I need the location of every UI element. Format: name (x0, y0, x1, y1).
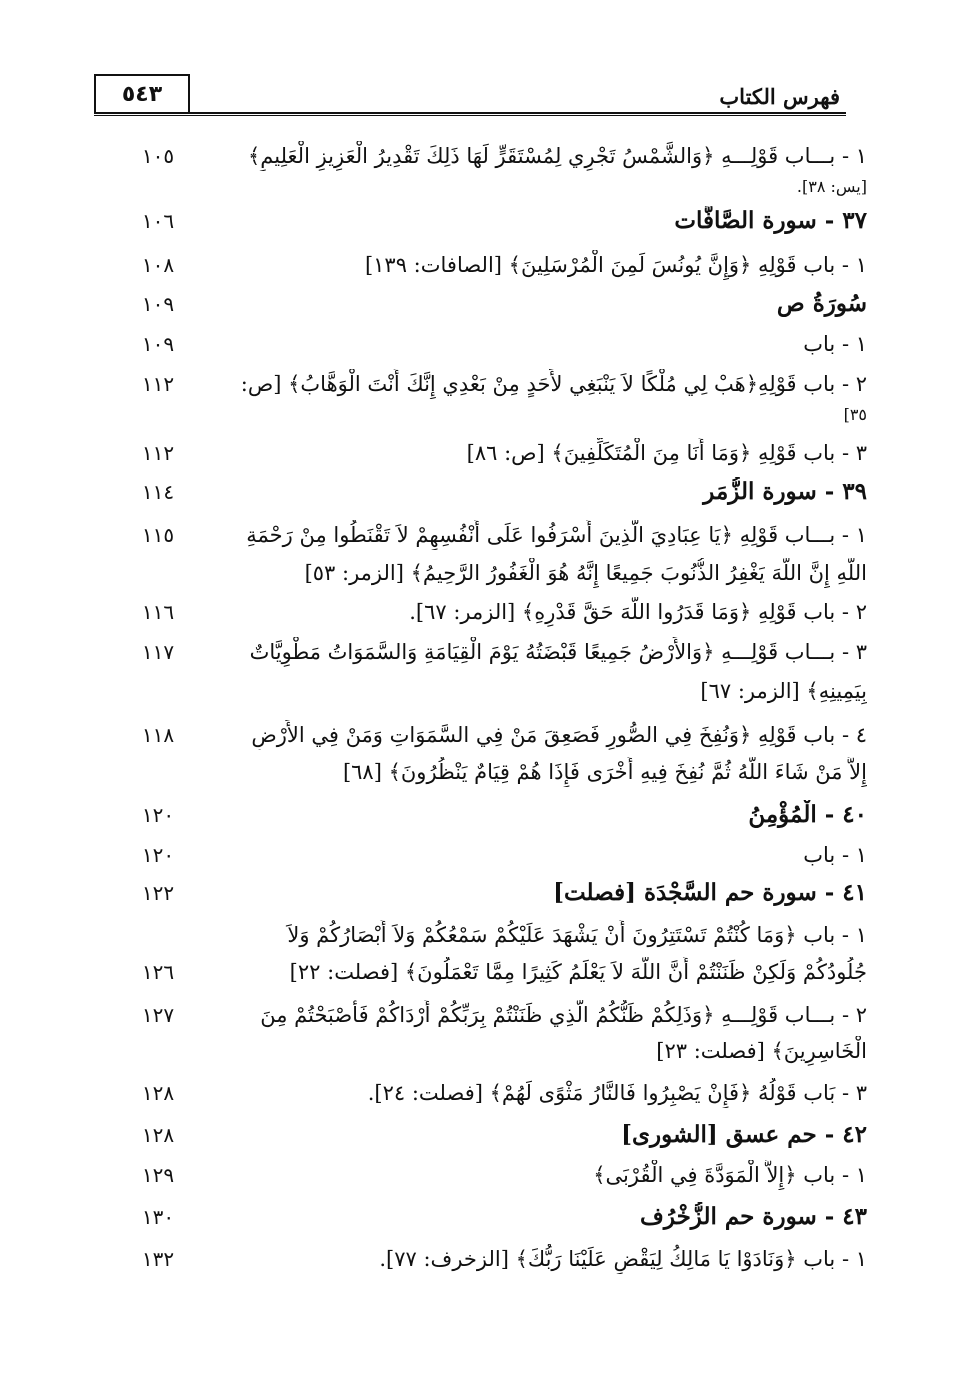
entry-page: ١٢٦ (141, 960, 175, 984)
entry-page: ١٠٩ (141, 332, 175, 356)
entry-title: ٤٢ - حم عسق [الشورى] (621, 1121, 867, 1148)
entry-page: ١٢٠ (141, 843, 175, 867)
entry-page: ١١٧ (141, 640, 175, 664)
entry-title: ٤٣ - سورة حم الزُّخْرُف (640, 1203, 867, 1230)
entry-page: ١٢٠ (141, 803, 175, 827)
entry-title: ٢ - بـــاب قَوْلِـــهِ ﴿وَذَلِكُمْ ظَنُّكُمُ الَّذِي ظَنَنْتُمْ بِرَبِّكُمْ أَرْدَاكُمْ فَأَصْبَحْتُمْ مِنَ (260, 1003, 867, 1027)
entry-page: ١١٦ (141, 600, 175, 624)
entry-title: ٣ - باب قَوْلِهِ ﴿وَمَا أَنَا مِنَ الْمُتَكَلِّفِينَ﴾ [ص: ٨٦] (466, 441, 867, 465)
entry-title: ٣ - بَاب قَوْلُهُ ﴿فَإِنْ يَصْبِرُوا فَالنَّارُ مَثْوًى لَهُمْ﴾ [فصلت: ٢٤]. (367, 1081, 867, 1105)
entry-page: ١٣٢ (141, 1247, 175, 1271)
entry-title: ١ - باب (803, 332, 867, 356)
entry-title: ١ - باب قَوْلِهِ ﴿وَإِنَّ يُونُسَ لَمِنَ الْمُرْسَلِينَ﴾ [الصافات: ١٣٩] (364, 253, 867, 277)
header-title: فهرس الكتاب (719, 84, 840, 109)
entry-page: ١٠٩ (141, 292, 175, 316)
entry-page: ١١٢ (141, 372, 175, 396)
entry-title: اللَّهِ إِنَّ اللَّهَ يَغْفِرُ الذُّنُوبَ جَمِيعًا إِنَّهُ هُوَ الْغَفُورُ الرَّحِيمُ﴾ [الزمر: ٥٣] (304, 561, 867, 585)
entry-page: ١٢٨ (141, 1081, 175, 1105)
entry-title: ٣٥] (843, 405, 867, 424)
entry-title: إِلاَّ مَنْ شَاءَ اللَّهُ ثُمَّ نُفِخَ فِيهِ أُخْرَى فَإِذَا هُمْ قِيَامٌ يَنْظُرُونَ﴾ [٦٨] (342, 760, 867, 784)
entry-page: ١٠٨ (141, 253, 175, 277)
entry-title: [يس: ٣٨]. (796, 177, 867, 196)
entry-page: ١١٤ (141, 480, 175, 504)
entry-title: ٣ - بـــاب قَوْلِـــهِ ﴿وَالأَرْضُ جَمِيعًا قَبْضَتُهُ يَوْمَ الْقِيَامَةِ وَالسَّمَوَاتُ مَطْوِيَّاتٌ (249, 640, 867, 664)
entry-title: ٤٠ - الْمُؤْمِنُ (748, 801, 867, 828)
entry-page: ١٣٠ (141, 1205, 175, 1229)
entry-title: ١ - باب ﴿إِلاَّ الْمَوَدَّةَ فِي الْقُرْبَى﴾ (593, 1163, 867, 1187)
entry-title: سُورَةُ ص (776, 290, 867, 317)
entry-page: ١١٥ (141, 523, 175, 547)
entry-title: ٣٩ - سورة الزُّمَر (703, 478, 867, 505)
entry-title: ٤ - باب قَوْلِهِ ﴿وَنُفِخَ فِي الصُّورِ فَصَعِقَ مَنْ فِي السَّمَوَاتِ وَمَنْ فِي الأَرْضِ (251, 723, 867, 747)
entry-title: ١ - باب (803, 843, 867, 867)
entry-title: ١ - بـــاب قَوْلِهِ ﴿يَا عِبَادِيَ الَّذِينَ أَسْرَفُوا عَلَى أَنْفُسِهِمْ لاَ تَقْنَطُوا مِنْ رَحْمَةِ (246, 523, 867, 547)
entry-page: ١٠٦ (141, 209, 175, 233)
entry-title: ٣٧ - سورة الصَّافَّات (674, 207, 867, 234)
entry-page: ١٢٩ (141, 1163, 175, 1187)
entry-page: ١١٢ (141, 441, 175, 465)
entry-title: ١ - باب ﴿وَمَا كُنْتُمْ تَسْتَتِرُونَ أَنْ يَشْهَدَ عَلَيْكُمْ سَمْعُكُمْ وَلاَ أَبْصَارُكُمْ وَلاَ (287, 923, 867, 947)
entry-title: الْخَاسِرِينَ﴾ [فصلت: ٢٣] (656, 1039, 867, 1063)
entry-title: ٢ - باب قَوْلِهِ﴿هَبْ لِي مُلْكًا لاَ يَنْبَغِي لأَحَدٍ مِنْ بَعْدِي إِنَّكَ أَنْتَ الْوَهَّابُ﴾ [ص: (240, 372, 867, 396)
entry-page: ١٢٧ (141, 1003, 175, 1027)
entry-page: ١٠٥ (141, 144, 175, 168)
entry-title: جُلُودُكُمْ وَلَكِنْ ظَنَنْتُمْ أَنَّ اللَّهَ لاَ يَعْلَمُ كَثِيرًا مِمَّا تَعْمَلُونَ﴾ [فصلت: ٢٢] (289, 960, 867, 984)
entry-title: ١ - باب ﴿وَنَادَوْا يَا مَالِكُ لِيَقْضِ عَلَيْنَا رَبُّكَ﴾ [الزخرف: ٧٧]. (379, 1247, 867, 1271)
entry-page: ١٢٨ (141, 1123, 175, 1147)
entry-page: ١١٨ (141, 723, 175, 747)
entry-title: بِيَمِينِهِ﴾ [الزمر: ٦٧] (700, 679, 867, 703)
entry-title: ٢ - باب قَوْلِهِ ﴿وَمَا قَدَرُوا اللَّهَ حَقَّ قَدْرِهِ﴾ [الزمر: ٦٧]. (409, 600, 867, 624)
entry-title: ١ - بـــاب قَوْلِـــهِ ﴿وَالشَّمْسُ تَجْرِي لِمُسْتَقَرٍّ لَهَا ذَلِكَ تَقْدِيرُ الْعَزِيزِ الْعَلِيمِ﴾ (247, 144, 867, 168)
entry-title: ٤١ - سورة حم السَّجْدَة [فصلت] (553, 879, 867, 906)
entry-page: ١٢٢ (141, 881, 175, 905)
page-number: ٥٤٣ (94, 74, 190, 112)
